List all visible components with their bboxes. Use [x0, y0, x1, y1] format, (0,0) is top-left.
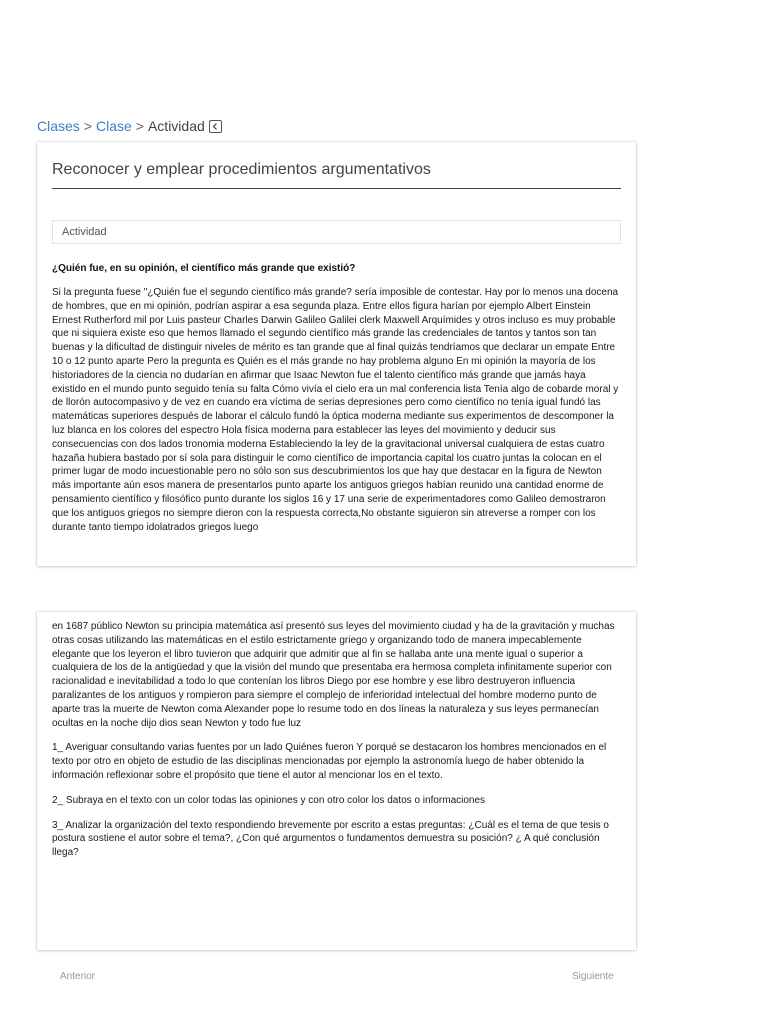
task-2: 2_ Subraya en el texto con un color todas las opiniones y con otro color los datos o informaciones: [52, 794, 486, 806]
previous-link[interactable]: Anterior: [60, 971, 96, 982]
breadcrumb-separator: >: [83, 118, 92, 134]
breadcrumb-separator: >: [135, 118, 144, 134]
breadcrumb-link-clase[interactable]: Clase: [95, 118, 132, 134]
text-paragraph: Si la pregunta fuese "¿Quién fue el segundo científico más grande? sería imposible de contestar. Hay por lo menos una docena de hombres, que en mi opinión, podrían aspirar a esa segunda plaza. Entre ellos figura harían por ejemplo Albert Einstein Ernest Rutherford mil por Luis pasteur Charles Darwin Galileo Galilei clerk Maxwell Arquímides y otros incluso es muy probable que ni siquiera existe eso que hemos llamado el segundo científico más grande las credenciales de tantos y tantos son tan buenas y la dificultad de distinguir niveles de mérito es tan grande que al final quizás tendríamos que declarar un empate Entre 10 o 12 punto aparte Pero la pregunta es Quién es el más grande no hay problema alguno En mi opinión la mayoría de los historiadores de la ciencia no dudarían en afirmar que Isaac Newton fue el talento científico más grande que jamás haya existido en el mundo punto seguido tenía su falta Cómo vivía el cielo era un mal conferencia lista Tenía algo de cobarde moral y de llorón autocompasivo y de vez en cuando era víctima de serias depresiones pero como científico no tenía igual fundó las matemáticas superiores después de laborar el cálculo fundó la óptica moderna mediante sus experimentos de descomponer la luz blanca en los colores del espectro Hola física moderna para establecer las leyes del movimiento y deducir sus consecuencias con dos lados tronomia moderna Estableciendo la ley de la gravitacional universal cualquiera de estas cuatro hazaña hubiera bastado por sí sola para distinguir le como científico de importancia capital los cuatro juntas la colocan en el primer lugar de modo incuestionable pero no sólo son sus descubrimientos los que hay que destacar en la figura de Newton más importante aún esos manera de presentarlos punto aparte los antiguos griegos habían reunido una cantidad enorme de pensamiento científico y filosófico punto durante los siglos 16 y 17 una serie de experimentadores como Galileo demostraron que los antiguos griegos no siempre dieron con la respuesta correcta,No obstante siguieron sin atreverse a romper con los durante tanto tiempo idolatrados griegos luego: [52, 287, 619, 533]
back-square-icon[interactable]: [209, 120, 222, 133]
breadcrumb: [37, 117, 222, 135]
task-3: 3_ Analizar la organización del texto respondiendo brevemente por escrito a estas preguntas: ¿Cuál es el tema de que tesis o postura sostiene el autor sobre el tema?, ¿Con qué argumentos o fundamentos demuestra su posición? ¿ A qué conclusión llega?: [52, 819, 609, 859]
task-1: 1_ Averiguar consultando varias fuentes por un lado Quiénes fueron Y porqué se destacaron los hombres mencionados en el texto por otro en objeto de estudio de las disciplinas mencionadas por ejemplo la astronomía luego de haber obtenido la información reflexionar sobre el propósito que tiene el autor al mencionar los en el texto.: [52, 742, 607, 781]
activity-card: [37, 142, 636, 566]
text-paragraph-continued: en 1687 público Newton su principia matemática así presentó sus leyes del movimiento ciudad y ha de la gravitación y muchas otras cosas utilizando las matemáticas en el estilo estrictamente griego y organizando todo de manera impecablemente elegante que los leyeron el libro tuvieron que adquirir que admitir que al fin se hallaba ante una mente igual o superior a cualquiera de los de la antigüedad y que la visión del mundo que presentaba era hermosa completa infinitamente superior con racionalidad e inevitabilidad a todo lo que contenían los libros Diego por ese hombre y ese libro destruyeron influencia paralizantes de los antiguos y rompieron para siempre el complejo de inferioridad intelectual del hombre moderno punto de aparte tras la muerte de Newton coma Alexander pope lo resume todo en dos líneas la naturaleza y sus leyes permanecían ocultas en la noche dijo dios sean Newton y todo fue luz: [52, 621, 615, 729]
page-title: Reconocer y emplear procedimientos argumentativos: [52, 159, 621, 189]
next-link[interactable]: Siguiente: [572, 971, 614, 982]
breadcrumb-link-clases[interactable]: Clases: [37, 118, 80, 134]
question-heading: ¿Quién fue, en su opinión, el científico más grande que existió?: [52, 263, 356, 274]
activity-label-box: Actividad: [52, 220, 621, 244]
activity-card-continued: [37, 612, 636, 950]
breadcrumb-current: Actividad: [147, 118, 205, 134]
